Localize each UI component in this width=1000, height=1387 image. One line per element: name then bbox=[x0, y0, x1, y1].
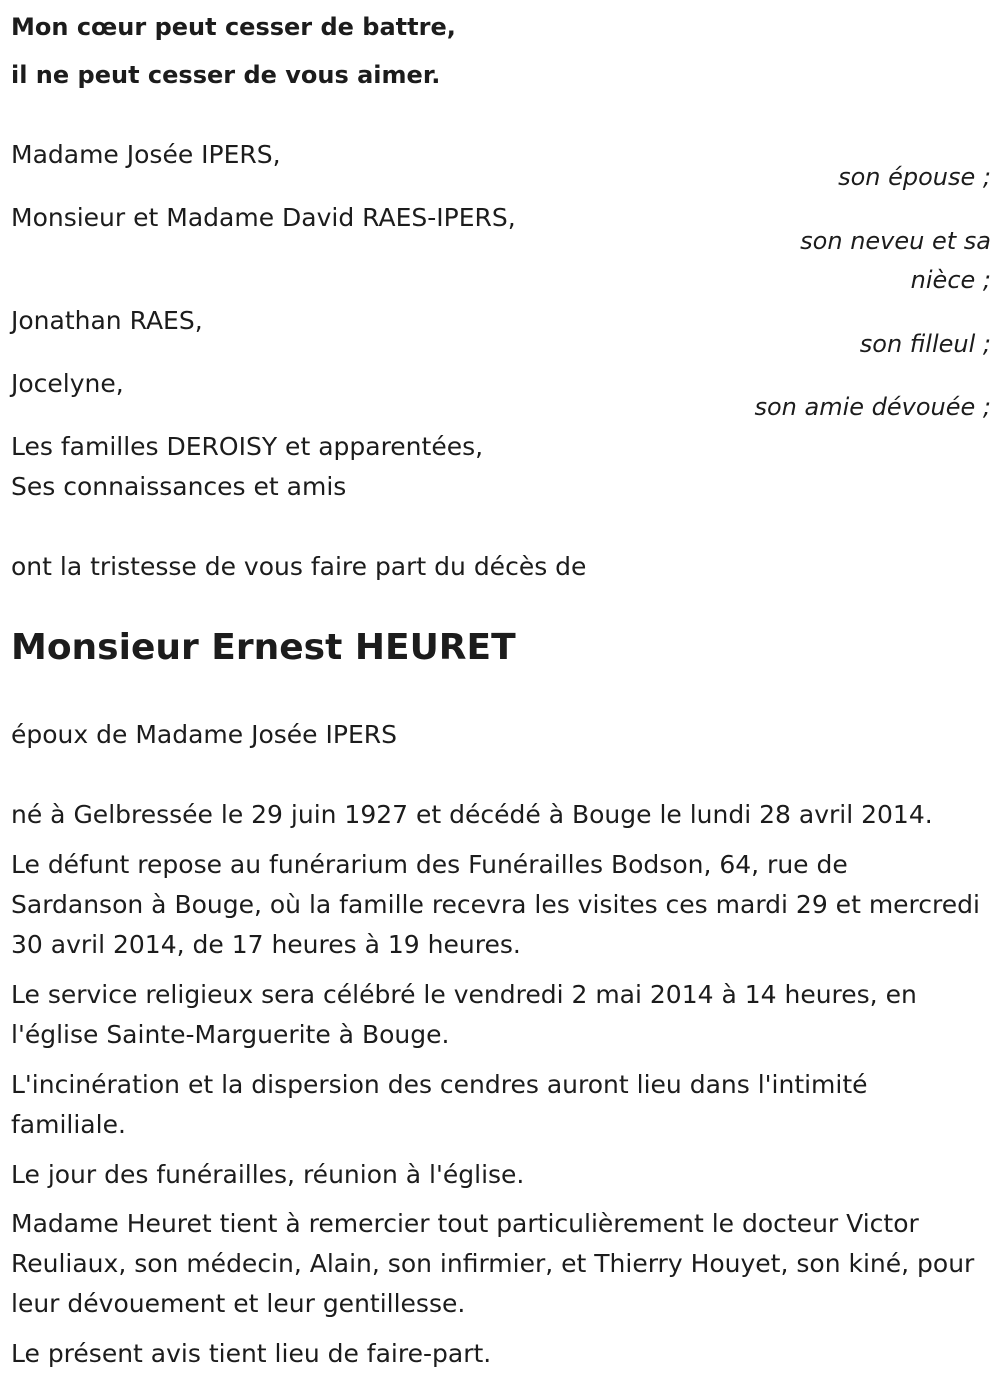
spouse-line: époux de Madame Josée IPERS bbox=[11, 720, 397, 749]
mourner-relation-spouse: son épouse ; bbox=[838, 163, 991, 191]
families-line-2: Ses connaissances et amis bbox=[11, 472, 347, 501]
families-line-1: Les familles DEROISY et apparentées, bbox=[11, 432, 484, 461]
mourner-name-nephew: Monsieur et Madame David RAES-IPERS, bbox=[11, 203, 516, 232]
repose-paragraph: Le défunt repose au funérarium des Funérailles Bodson, 64, rue de Sardanson à Bouge, où la famille recevra les visites ces mardi 29 et mercredi 30 avril 2014, de 17 heures à 19 heures. bbox=[11, 850, 980, 959]
epigraph-line-2: il ne peut cesser de vous aimer. bbox=[11, 61, 441, 89]
mourner-name-friend: Jocelyne, bbox=[11, 369, 124, 398]
thanks-paragraph: Madame Heuret tient à remercier tout particulièrement le docteur Victor Reuliaux, son médecin, Alain, son infirmier, et Thierry Houyet, son kiné, pour leur dévouement et leur gentillesse. bbox=[11, 1209, 975, 1318]
epigraph-line-1: Mon cœur peut cesser de battre, bbox=[11, 13, 456, 41]
incineration-paragraph: L'incinération et la dispersion des cendres auront lieu dans l'intimité familiale. bbox=[11, 1070, 868, 1139]
mourner-name-godson: Jonathan RAES, bbox=[11, 306, 203, 335]
deceased-name: Monsieur Ernest HEURET bbox=[11, 627, 516, 668]
birth-death-line: né à Gelbressée le 29 juin 1927 et décédé à Bouge le lundi 28 avril 2014. bbox=[11, 800, 933, 829]
mourner-relation-godson: son filleul ; bbox=[859, 330, 991, 358]
mourner-name-spouse: Madame Josée IPERS, bbox=[11, 140, 281, 169]
reunion-paragraph: Le jour des funérailles, réunion à l'église. bbox=[11, 1160, 525, 1189]
mourner-relation-nephew-line-1: son neveu et sa bbox=[800, 227, 991, 255]
announcement: ont la tristesse de vous faire part du décès de bbox=[11, 552, 587, 581]
notice-paragraph: Le présent avis tient lieu de faire-part. bbox=[11, 1339, 492, 1368]
mourner-relation-nephew-line-2: nièce ; bbox=[910, 266, 991, 294]
service-paragraph: Le service religieux sera célébré le vendredi 2 mai 2014 à 14 heures, en l'église Sainte-Marguerite à Bouge. bbox=[11, 980, 917, 1049]
mourner-relation-friend: son amie dévouée ; bbox=[754, 393, 991, 421]
